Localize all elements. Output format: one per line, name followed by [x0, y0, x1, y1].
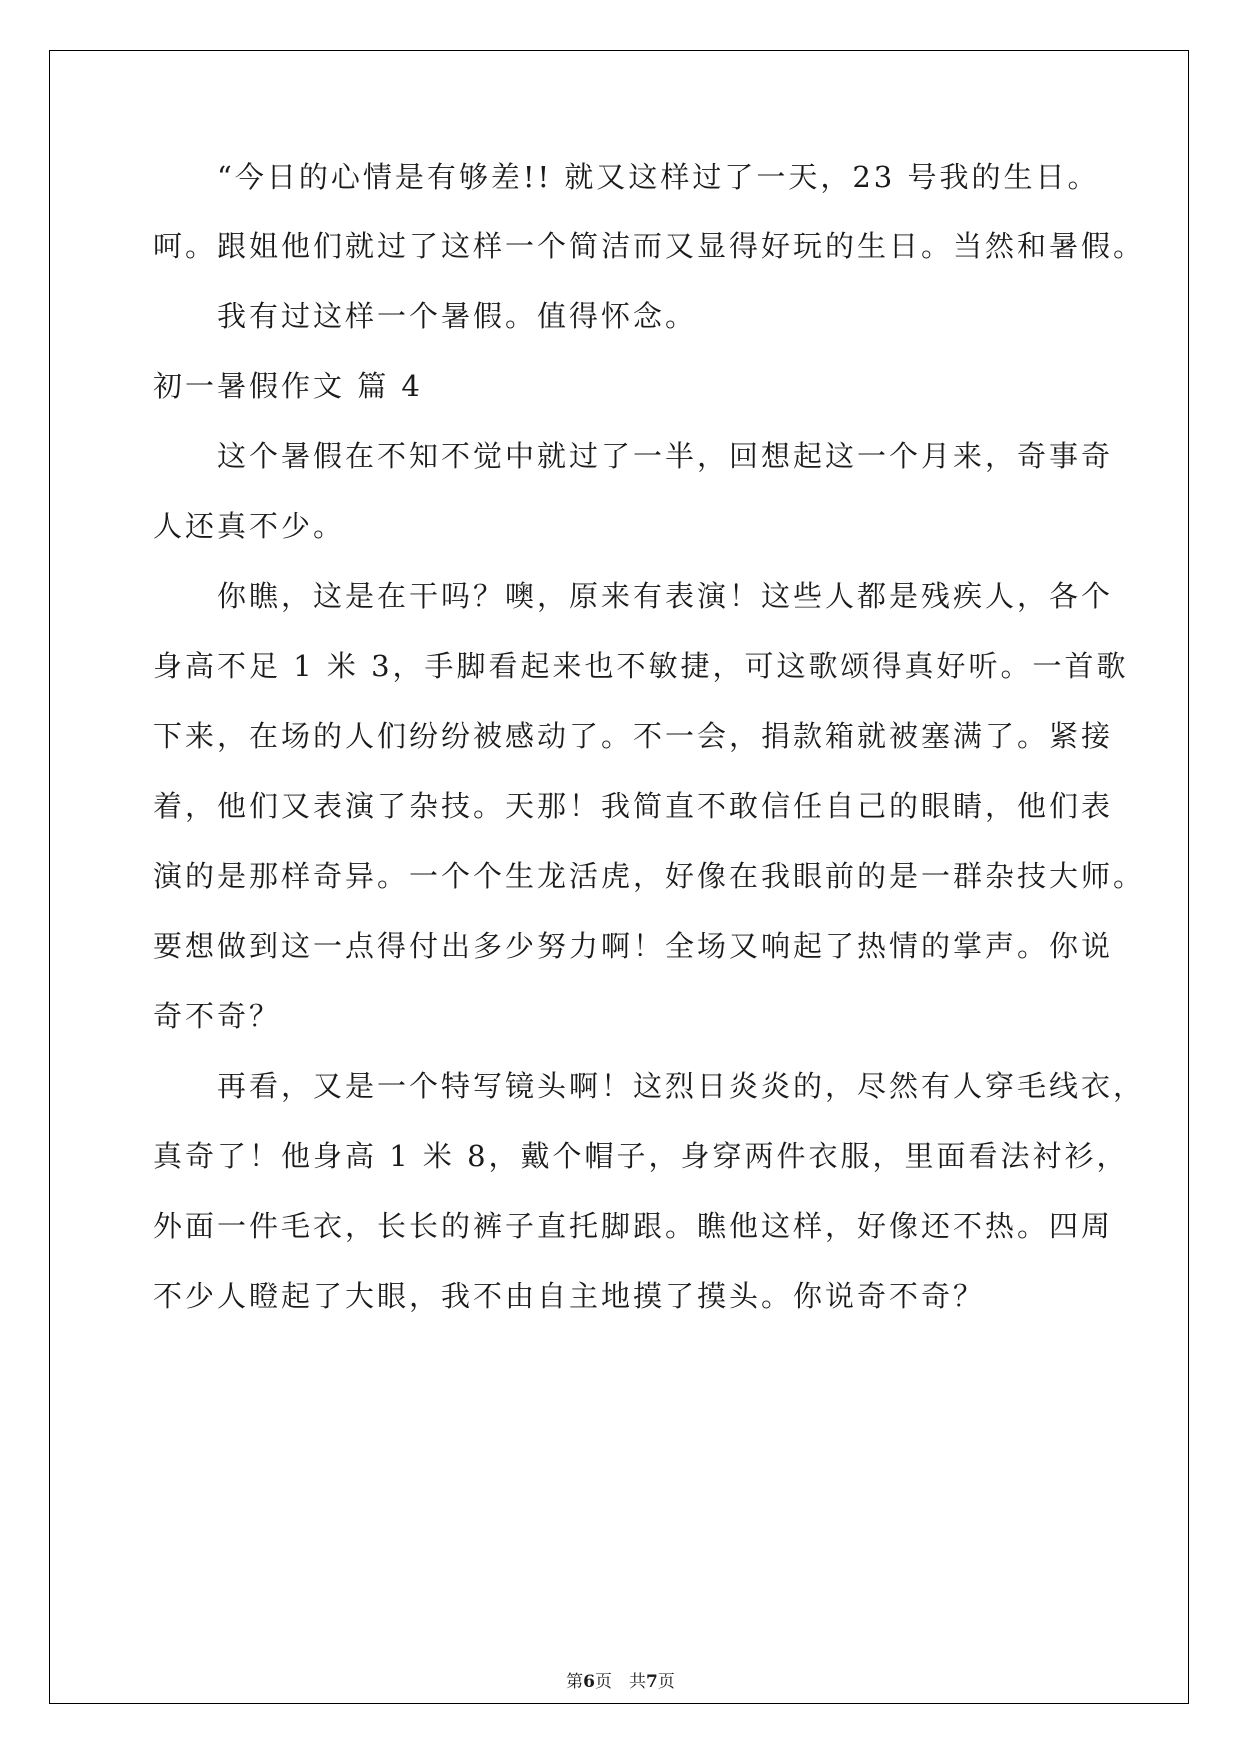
paragraph-line: 身高不足 1 米 3，手脚看起来也不敏捷，可这歌颂得真好听。一首歌	[153, 649, 1129, 683]
page-footer	[0, 1670, 1241, 1694]
footer-suffix: 页	[657, 1672, 675, 1692]
paragraph-line: 着，他们又表演了杂技。天那！我简直不敢信任自己的眼睛，他们表	[153, 789, 1114, 823]
paragraph-line: 要想做到这一点得付出多少努力啊！全场又响起了热情的掌声。你说	[153, 929, 1114, 963]
footer-middle: 页 共	[595, 1672, 646, 1692]
paragraph-line: 演的是那样奇异。一个个生龙活虎，好像在我眼前的是一群杂技大师。	[153, 859, 1146, 893]
paragraph-line: 这个暑假在不知不觉中就过了一半，回想起这一个月来，奇事奇	[153, 439, 1114, 473]
paragraph-line: 外面一件毛衣，长长的裤子直托脚跟。瞧他这样，好像还不热。四周	[153, 1209, 1114, 1243]
paragraph-line: 下来，在场的人们纷纷被感动了。不一会，捐款箱就被塞满了。紧接	[153, 719, 1114, 753]
paragraph-line: 不少人瞪起了大眼，我不由自主地摸了摸头。你说奇不奇？	[153, 1279, 986, 1313]
footer-prefix: 第	[566, 1672, 584, 1692]
paragraph-line: 呵。跟姐他们就过了这样一个简洁而又显得好玩的生日。当然和暑假。	[153, 229, 1146, 263]
paragraph-line: 你瞧，这是在干吗？噢，原来有表演！这些人都是残疾人，各个	[153, 579, 1114, 613]
paragraph-line: 奇不奇？	[153, 999, 282, 1033]
paragraph-line: 人还真不少。	[153, 509, 346, 543]
paragraph-line: “今日的心情是有够差!! 就又这样过了一天，23 号我的生日。	[153, 160, 1100, 194]
current-page-number: 6	[583, 1672, 595, 1692]
section-heading: 初一暑假作文 篇 4	[153, 369, 423, 403]
total-pages-number: 7	[646, 1672, 658, 1692]
paragraph-line: 我有过这样一个暑假。值得怀念。	[153, 299, 698, 333]
paragraph-line: 再看，又是一个特写镜头啊！这烈日炎炎的，尽然有人穿毛线衣，	[153, 1069, 1146, 1103]
paragraph-line: 真奇了！他身高 1 米 8，戴个帽子，身穿两件衣服，里面看法衬衫，	[153, 1139, 1129, 1173]
